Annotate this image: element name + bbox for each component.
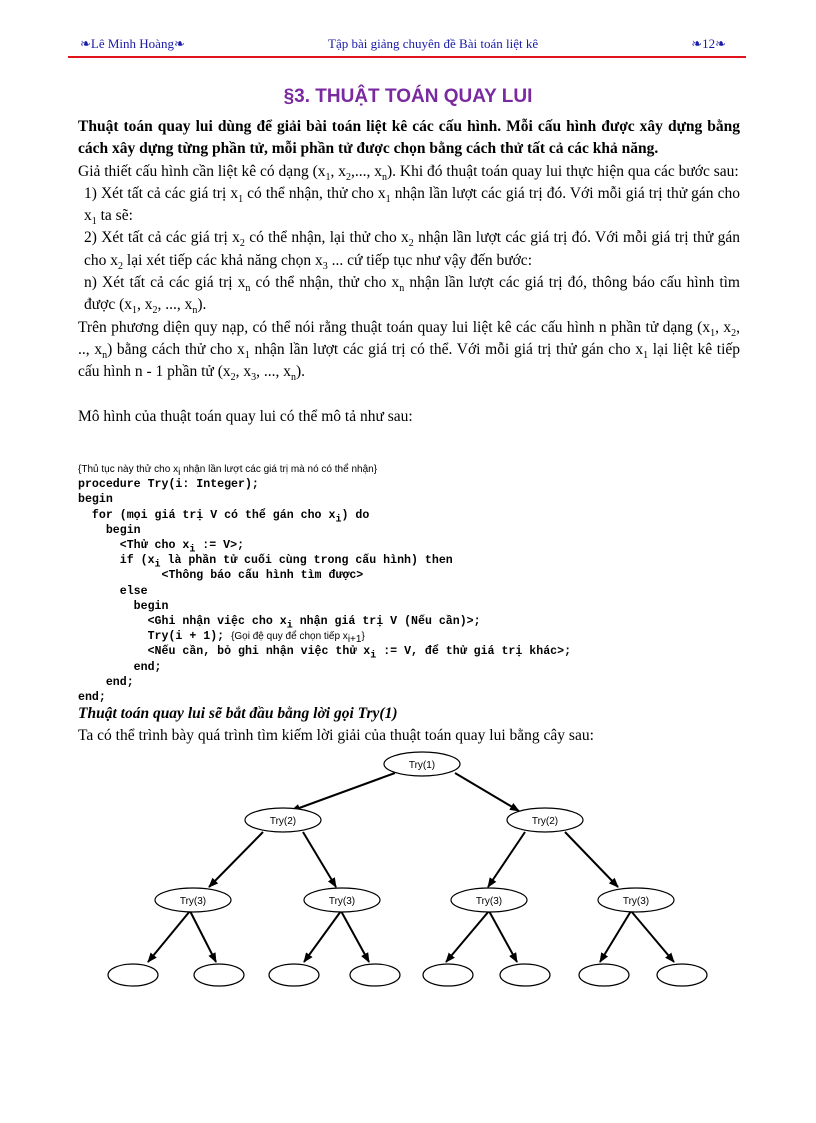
tree-node-level3-label: Try(3)	[328, 896, 356, 907]
step-n: n) Xét tất cả các giá trị $x_n$ có thể nhận, thử cho $x_n$ nhận lần lượt các giá trị đó, thông báo cấu hình tìm được ($x_1$, $x_2$, ..., $x_n$).	[84, 274, 740, 317]
code-line: <Thông báo cấu hình tìm được>	[78, 569, 364, 583]
tree-leaf-node	[194, 964, 244, 986]
code-line: end;	[78, 660, 162, 674]
tree-intro: Ta có thể trình bày quá trình tìm kiếm lời giải của thuật toán quay lui bằng cây sau:	[78, 727, 594, 744]
paragraph-induction: Trên phương diện quy nạp, có thể nói rằng thuật toán quay lui liệt kê các cấu hình n phần tử dạng ($x_1$, $x_2$, .., $x_n$) bằng cách thử cho $x_1$ nhận lần lượt các giá trị có thể. Với mỗi giá trị thử gán cho $x_1$ lại liệt kê tiếp cấu hình n - 1 phần tử ($x_2$, $x_3$, ..., $x_n$).	[78, 318, 741, 384]
header-rule	[68, 56, 746, 58]
header-book-title: Tập bài giảng chuyên đề Bài toán liệt kê	[328, 36, 539, 51]
tree-node-level2-label: Try(2)	[269, 816, 297, 827]
step-2: 2) Xét tất cả các giá trị $x_2$ có thể nhận, lại thử cho $x_2$ nhận lần lượt các giá trị đó. Với mỗi giá trị thử gán cho $x_2$ lại xét tiếp các khả năng chọn $x_3$ ... cứ tiếp tục như vậy đến bước:	[84, 229, 740, 272]
tree-leaf-node	[657, 964, 707, 986]
section-title: §3. THUẬT TOÁN QUAY LUI	[283, 86, 533, 107]
code-line: <Ghi nhận việc cho $x_i$ nhận giá trị V (Nếu cần)>;	[78, 615, 481, 632]
code-line: <Nếu cần, bỏ ghi nhận việc thử $x_i$ := V, để thử giá trị khác>;	[78, 645, 572, 662]
tree-leaf-node	[108, 964, 158, 986]
code-line: begin	[78, 493, 113, 507]
tree-leaf-node	[269, 964, 319, 986]
pseudocode-block	[78, 462, 758, 705]
tree-leaf-node	[423, 964, 473, 986]
page-header	[80, 36, 746, 52]
code-line: else	[78, 584, 148, 598]
tree-leaf-node	[579, 964, 629, 986]
body-text	[78, 116, 740, 428]
tree-edges	[148, 773, 674, 962]
code-comment: {Thủ tục này thử cho $x_i$ nhận lần lượt các giá trị mà nó có thể nhận}	[78, 464, 378, 478]
tree-leaf-node	[500, 964, 550, 986]
header-author: ❧Lê Minh Hoàng❧	[80, 36, 185, 51]
tree-node-root-label: Try(1)	[408, 760, 436, 771]
tree-node-level3-label: Try(3)	[475, 896, 503, 907]
code-line: <Thử cho $x_i$ := V>;	[78, 539, 245, 556]
code-line: for (mọi giá trị V có thể gán cho $x_i$) do	[78, 508, 370, 525]
start-call-note: Thuật toán quay lui sẽ bắt đầu bằng lời gọi Try(1)	[78, 705, 398, 722]
header-page-number: ❧12❧	[691, 36, 726, 51]
paragraph-assumption: Giả thiết cấu hình cần liệt kê có dạng ($x_1$, $x_2$,..., $x_n$). Khi đó thuật toán quay lui thực hiện qua các bước sau:	[78, 162, 739, 183]
code-line: end;	[78, 675, 134, 689]
intro-paragraph: Thuật toán quay lui dùng để giải bài toán liệt kê các cấu hình. Mỗi cấu hình được xây dựng bằng cách xây dựng từng phần tử, mỗi phần tử được chọn bằng cách thử tất cả các khả năng.	[78, 118, 740, 158]
code-line: if ($x_i$ là phần tử cuối cùng trong cấu hình) then	[78, 554, 453, 571]
code-line: procedure Try(i: Integer);	[78, 478, 259, 492]
tree-node-level2-label: Try(2)	[531, 816, 559, 827]
code-line: end;	[78, 691, 106, 705]
tree-leaf-node	[350, 964, 400, 986]
paragraph-model: Mô hình của thuật toán quay lui có thể mô tả như sau:	[78, 407, 413, 425]
tree-node-level3-label: Try(3)	[179, 896, 207, 907]
code-line: begin	[78, 599, 169, 613]
tree-node-level3-label: Try(3)	[622, 896, 650, 907]
code-line: begin	[78, 523, 141, 537]
recursion-tree-diagram	[0, 740, 816, 1000]
code-line: Try(i + 1); {Gọi đệ quy để chọn tiếp $x_{i+1}$}	[78, 630, 365, 646]
step-1: 1) Xét tất cả các giá trị $x_1$ có thể nhận, thử cho $x_1$ nhận lần lượt các giá trị đó. Với mỗi giá trị thử gán cho $x_1$ ta sẽ:	[84, 184, 740, 228]
